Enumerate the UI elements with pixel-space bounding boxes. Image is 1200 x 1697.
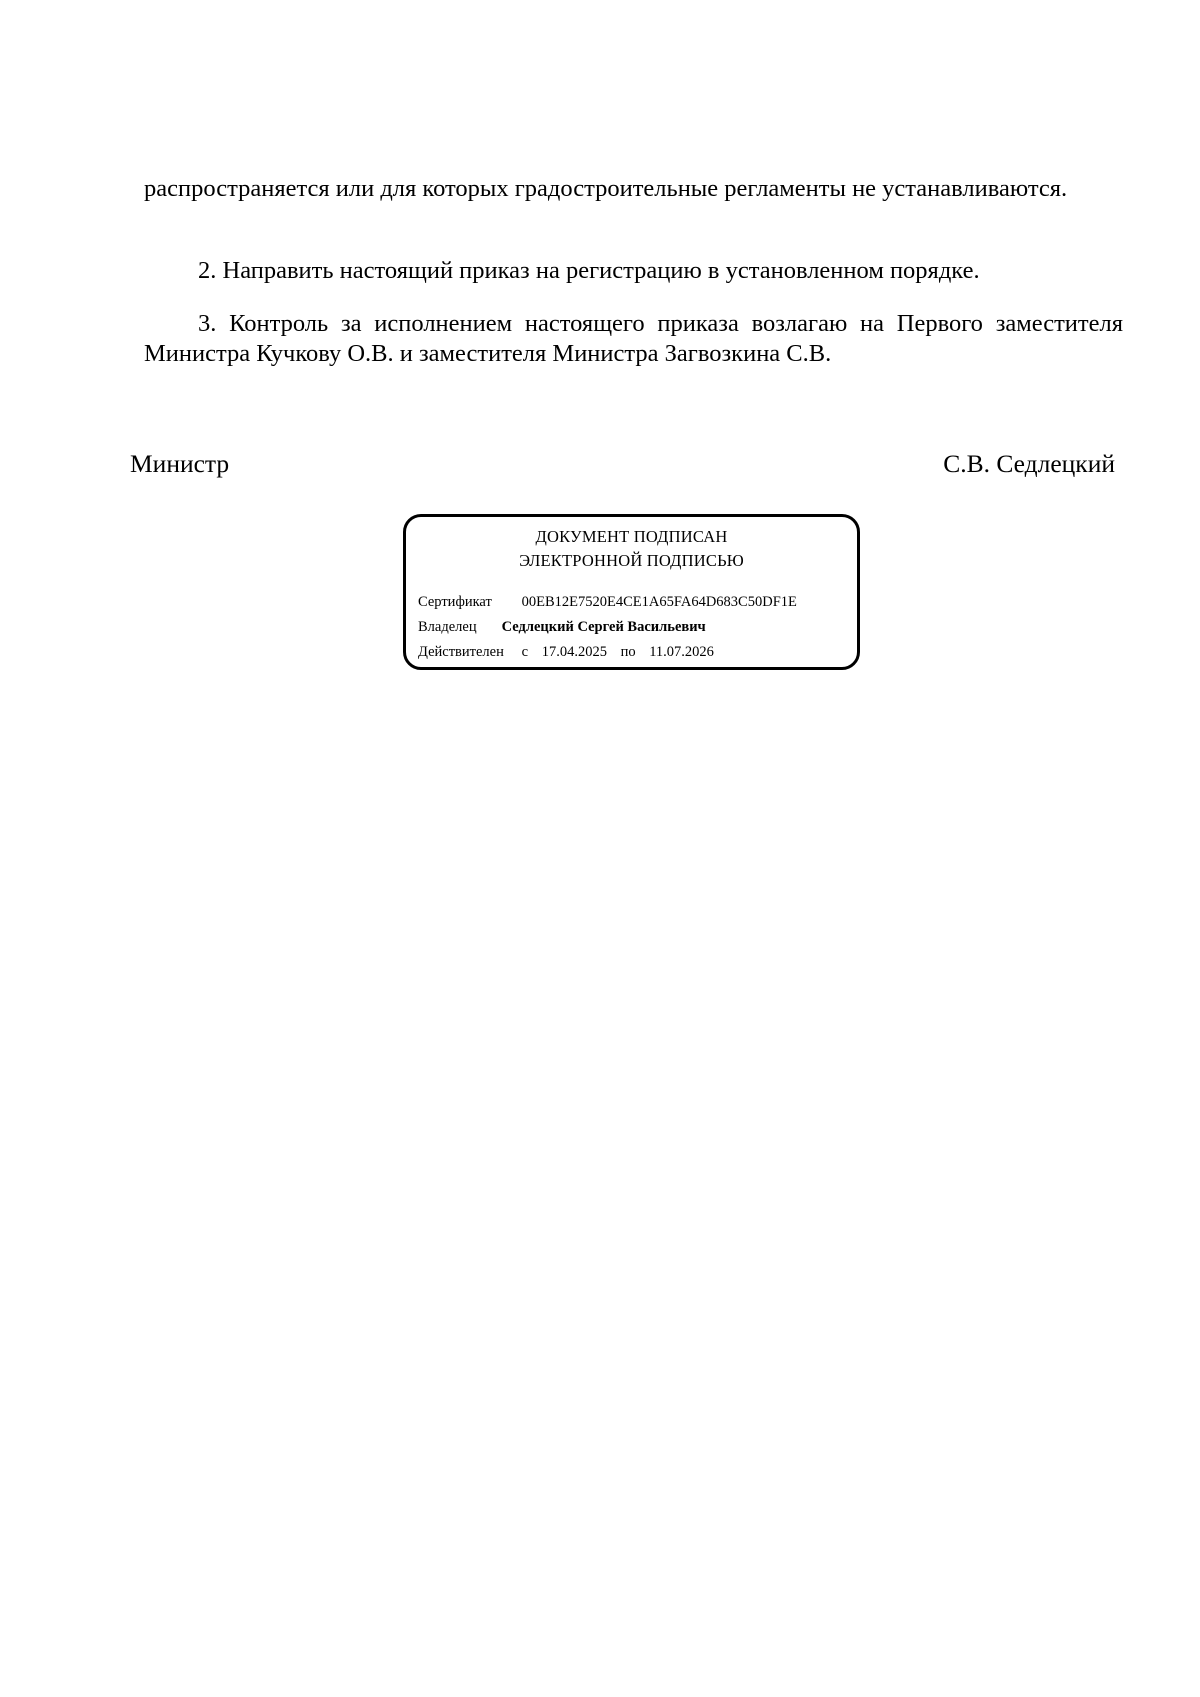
stamp-heading-line1: ДОКУМЕНТ ПОДПИСАН [535,527,728,546]
certificate-label: Сертификат [418,594,492,610]
paragraph-item-3: 3. Контроль за исполнением настоящего приказа возлагаю на Первого заместителя Министра Кучкову О.В. и заместителя Министра Загвозкина С.В. [144,310,1123,367]
valid-from-prefix: с [521,644,529,660]
certificate-value: 00EB12E7520E4CE1A65FA64D683C50DF1E [521,594,797,610]
paragraph-item-2: 2. Направить настоящий приказ на регистрацию в установленном порядке. [198,257,980,284]
signatory-title: Министр [130,449,230,478]
owner-value: Седлецкий Сергей Васильевич [501,619,706,635]
stamp-owner-row [418,618,706,636]
valid-to-prefix: по [620,644,636,660]
valid-to-date: 11.07.2026 [649,644,714,660]
stamp-heading-line2: ЭЛЕКТРОННОЙ ПОДПИСЬЮ [519,551,744,570]
signatory-name: С.В. Седлецкий [943,449,1115,478]
stamp-certificate-row [418,593,797,611]
valid-label: Действителен [418,644,504,660]
stamp-validity-row [418,643,714,661]
electronic-signature-stamp [403,514,860,670]
valid-from-date: 17.04.2025 [541,644,607,660]
paragraph-continuation: распространяется или для которых градостроительные регламенты не устанавливаются. [144,175,1068,202]
owner-label: Владелец [418,619,477,635]
